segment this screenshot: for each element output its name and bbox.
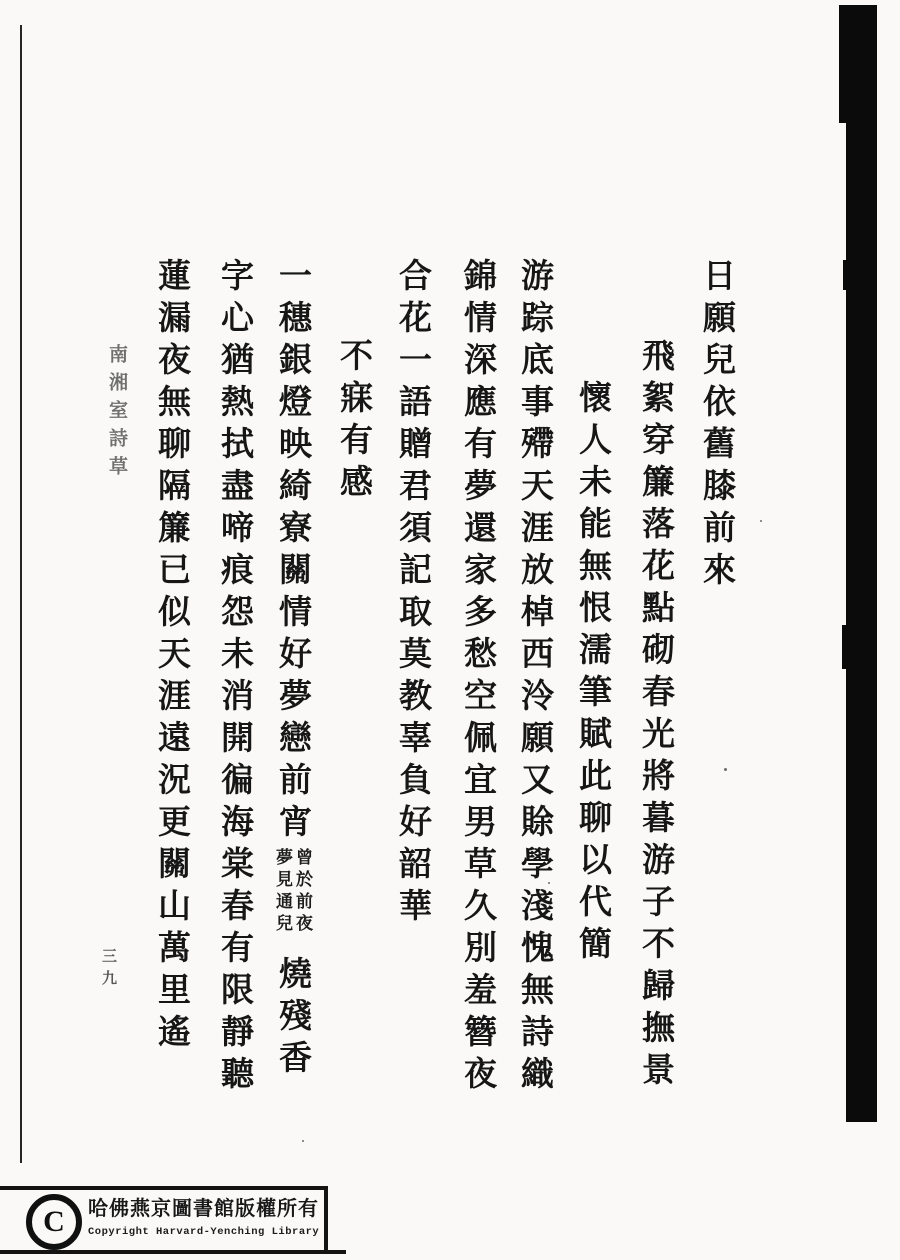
scan-band-ragged-edge bbox=[843, 260, 847, 290]
left-margin-rule bbox=[20, 25, 22, 1163]
interlinear-note-right-line: 曾於前夜 bbox=[293, 848, 312, 936]
text-column-5-poem: 錦情深應有夢還家多愁空佩宜男草久別羞簪夜 bbox=[459, 258, 495, 1098]
text-column-1: 日願兒依舊膝前來 bbox=[698, 258, 734, 594]
right-edge-scan-band bbox=[846, 5, 877, 1122]
margin-collection-title: 南湘室詩草 bbox=[106, 344, 127, 484]
text-column-9-poem: 字心猶熱拭盡啼痕怨未消開徧海棠春有限靜聽 bbox=[216, 258, 252, 1098]
scan-speckle bbox=[302, 1140, 304, 1142]
bottom-rule bbox=[0, 1250, 346, 1254]
text-column-4-poem: 游踪底事殢天涯放棹西泠願又賖學淺愧無詩織 bbox=[516, 258, 552, 1098]
page-number: 三九 bbox=[100, 948, 116, 992]
text-column-8-poem-part1: 一穗銀燈映綺寮關情好夢戀前宵 bbox=[274, 258, 310, 846]
text-column-10-poem: 蓮漏夜無聊隔簾已似天涯遠況更關山萬里遙 bbox=[153, 258, 189, 1056]
text-column-2-preface: 飛絮穿簾落花點砌春光將暮游子不歸撫景 bbox=[637, 338, 673, 1094]
interlinear-note bbox=[272, 848, 312, 936]
scan-speckle bbox=[760, 520, 762, 522]
text-column-8-poem-part2: 燒殘香 bbox=[274, 956, 310, 1082]
text-column-3-preface: 懷人未能無恨濡筆賦此聊以代簡 bbox=[574, 380, 610, 968]
poem-title-column: 不寐有感 bbox=[335, 338, 371, 506]
stamp-english-text: Copyright Harvard-Yenching Library bbox=[88, 1226, 320, 1238]
text-column-6-poem: 合花一語贈君須記取莫教辜負好韶華 bbox=[394, 258, 430, 930]
scan-band-ragged-edge bbox=[839, 5, 847, 123]
scan-speckle bbox=[724, 768, 727, 771]
scan-band-ragged-edge bbox=[842, 625, 847, 669]
copyright-icon: C bbox=[26, 1194, 82, 1250]
stamp-chinese-text: 哈佛燕京圖書館版權所有 bbox=[88, 1198, 319, 1220]
interlinear-note-left-line: 夢見通兒 bbox=[273, 848, 292, 936]
